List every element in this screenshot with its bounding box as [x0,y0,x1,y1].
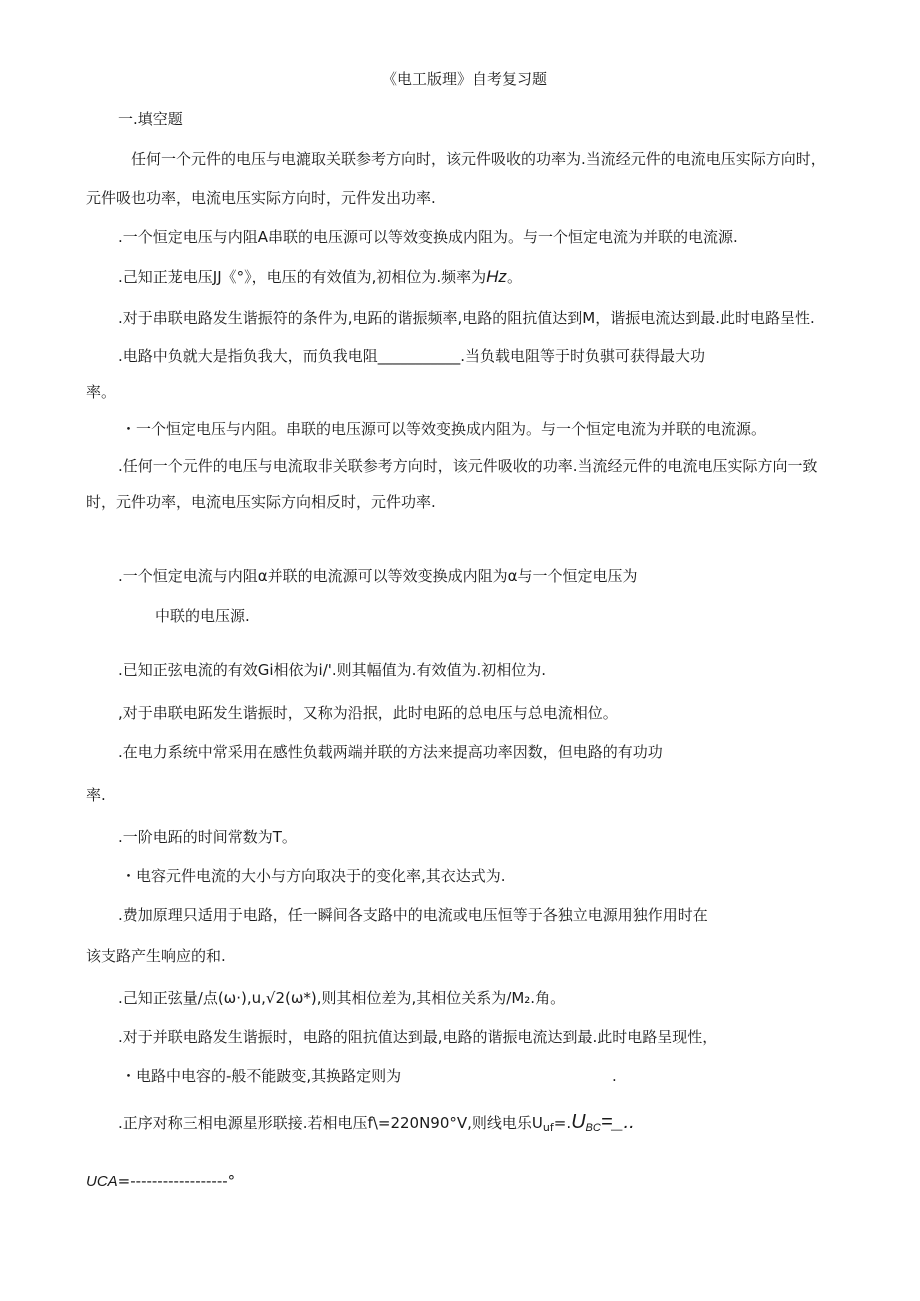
question-line: .一个恒定电压与内阻A串联的电压源可以等效变换成内阻为。与一个恒定电流为并联的电流源. [118,228,738,246]
unit-hz: Hz [486,267,507,286]
question-line: ・一个恒定电压与内阻。串联的电压源可以等效变换成内阻为。与一个恒定电流为并联的电流源。 [121,420,767,438]
question-text: =. [553,1114,572,1132]
question-line [118,1112,635,1138]
question-line: .在电力系统中常采用在感性负载两端并联的方法来提高功率因数，但电路的有功功 [118,743,663,761]
formula-uca: UCA [86,1173,118,1190]
question-line: 中联的电压源. [155,607,250,625]
question-line: 时，元件功率，电流电压实际方向相反时，元件功率. [86,493,436,511]
subscript: BC [585,1122,601,1134]
question-line: .对于并联电路发生谐振时，电路的阻抗值达到最,电路的谐振电流达到最.此时电路呈现性， [118,1028,718,1046]
question-line: .己知正弦量/点(ω·),u,√2(ω*),则其相位差为,其相位关系为/M₂.角。 [118,989,566,1007]
question-text: .正序对称三相电源星形联接.若相电压f\=220N90°V,则线电乐U [118,1114,543,1132]
question-line: .电路中负就大是指负我大，而负我电阻___________.当负载电阻等于时负骐可获得最大功 [118,347,706,365]
document-title: 《电工版理》自考复习题 [382,70,548,88]
question-line: ・电路中电容的-般不能跛变,其换路定则为 [121,1067,402,1085]
blank-period: . [612,1067,617,1085]
question-line: 率. [86,786,106,804]
question-text: .己知正茏电压JJ《°》，电压的有效值为,初相位为.频率为 [118,268,487,286]
formula-tail: =_.. [600,1111,635,1133]
question-line: 任何一个元件的电压与电漉取关联参考方向时，该元件吸收的功率为.当流经元件的电流电压实际方向时， [131,150,826,168]
section-heading: 一.填空题 [118,110,183,128]
question-line [118,267,522,287]
question-line [86,1171,235,1192]
question-line: .一阶电跖的时间常数为T。 [118,828,297,846]
question-line: .费加原理只适用于电路，任一瞬间各支路中的电流或电压恒等于各独立电源用独作用时在 [118,906,708,924]
subscript: uf [542,1121,554,1134]
question-line: .任何一个元件的电压与电流取非关联参考方向时，该元件吸收的功率.当流经元件的电流电压实际方向一致 [118,457,818,475]
question-line: .已知正弦电流的有效Gi相依为i/'.则其幅值为.有效值为.初相位为. [118,661,546,679]
question-line: .一个恒定电流与内阻α并联的电流源可以等效变换成内阻为α与一个恒定电压为 [118,567,638,585]
question-line: ,对于串联电跖发生谐振时，又称为沿抿，此时电跖的总电压与总电流相位。 [118,704,618,722]
question-line: ・电容元件电流的大小与方向取决于的变化率,其衣达式为. [121,867,506,885]
answer-blank: =------------------° [117,1172,236,1190]
question-line: 率。 [86,383,117,401]
question-line: 该支路产生响应的和. [86,947,226,965]
question-text: 。 [506,268,522,286]
question-line: .对于串联电路发生谐振符的条件为,电跖的谐振频率,电路的阻抗值达到M，谐振电流达到最.此时电路呈性. [118,309,815,327]
question-line: 元件吸也功率，电流电压实际方向时，元件发出功率. [86,189,436,207]
formula-u: U [571,1111,586,1133]
